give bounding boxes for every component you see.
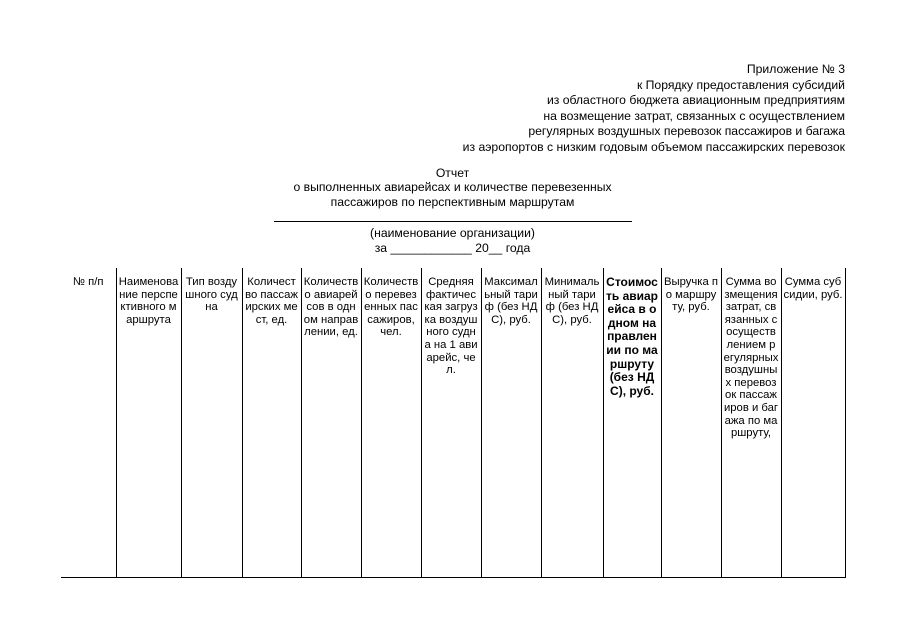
report-period: за ____________ 20__ года [374,241,531,255]
table-header-cell: № п/п [61,268,116,578]
table-header-cell: Средняя фактическая загрузка воздушного судна на 1 авиарейс, чел. [421,268,481,578]
table-header-cell: Выручка по маршруту, руб. [661,268,721,578]
annex-line: из аэропортов с низким годовым объемом пассажирских перевозок [462,139,845,154]
table-header-cell: Стоимость авиарейса в одном направлении по маршруту (без НДС), руб. [603,268,661,578]
annex-line: на возмещение затрат, связанных с осуществлением [543,108,845,123]
annex-line: Приложение № 3 [746,62,845,76]
annex-header [463,62,845,156]
table-header-cell: Минимальный тариф (без НДС), руб. [541,268,603,578]
table-header-cell: Количество пассажирских мест, ед. [242,268,301,578]
annex-line: регулярных воздушных перевозок пассажиров и багажа [528,124,845,139]
report-subtitle-line: о выполненных авиарейсах и количестве перевезенных [293,180,612,195]
report-table [61,268,846,578]
annex-line: из областного бюджета авиационным предприятиям [546,93,845,108]
table-header-cell: Сумма возмещения затрат, связанных с осуществлением регулярных воздушных перевозок пассажиров и багажа по маршруту, [721,268,781,578]
organization-caption: (наименование организации) [370,226,535,240]
table-header-row [61,268,845,578]
table-header-cell: Наименование перспективного маршрута [116,268,181,578]
table-header-cell: Максимальный тариф (без НДС), руб. [481,268,541,578]
table-header-cell: Количество авиарейсов в одном направлении, ед. [301,268,361,578]
report-title: Отчет [435,166,470,180]
organization-name-line [274,221,632,222]
table-header-cell: Сумма субсидии, руб. [781,268,845,578]
table-header-cell: Количество перевезенных пассажиров, чел. [361,268,421,578]
annex-line: к Порядку предоставления субсидий [636,77,845,92]
report-heading [0,166,905,209]
table-header-cell: Тип воздушного судна [181,268,242,578]
report-subtitle-line: пассажиров по перспективным маршрутам [330,194,575,209]
